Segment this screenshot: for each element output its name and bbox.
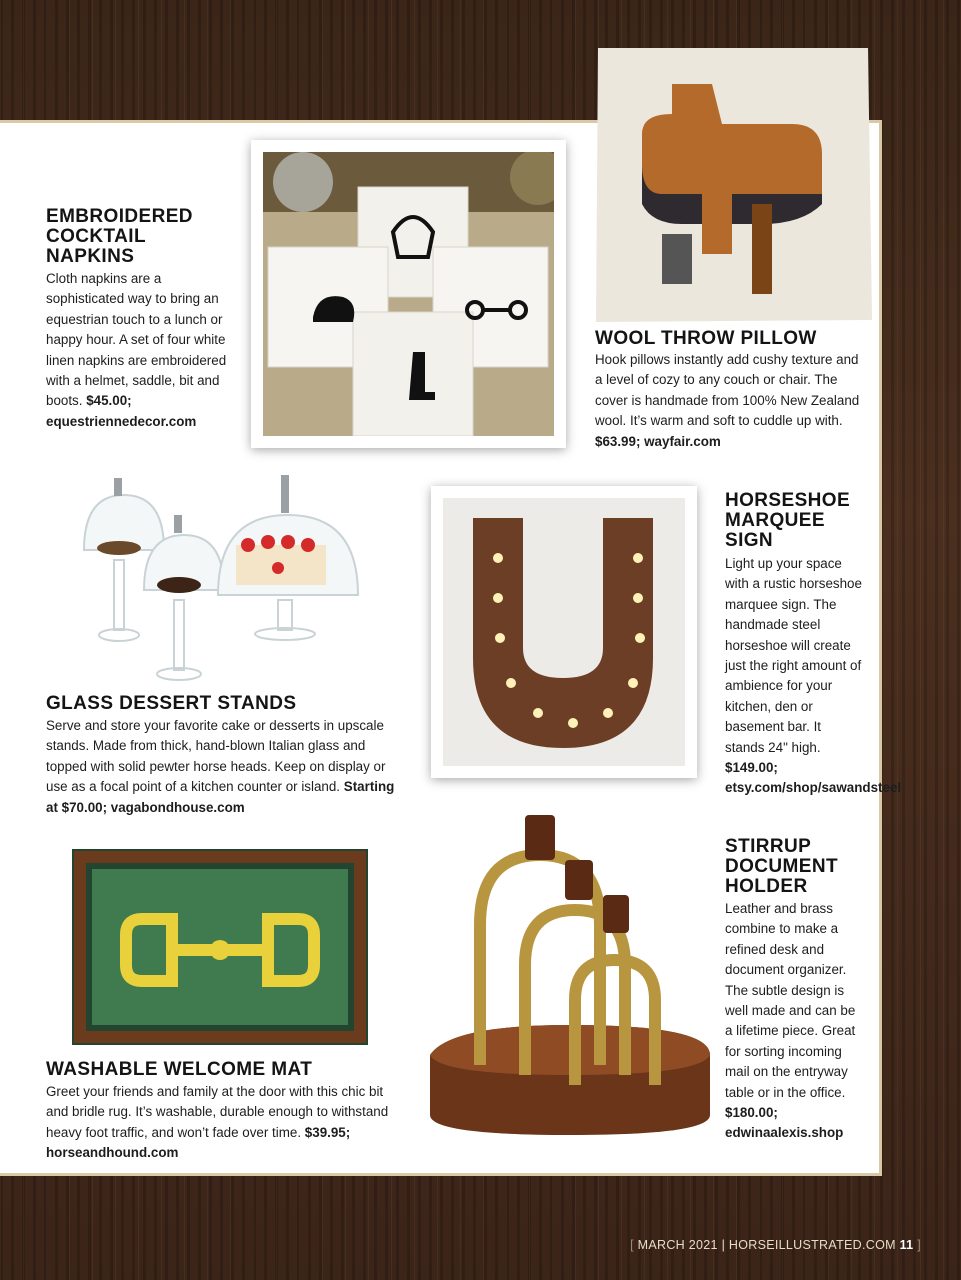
horseshoe-price-source: $149.00; etsy.com/shop/sawandsteel: [725, 760, 902, 796]
page-footer: [630, 1238, 921, 1252]
pillow-title: WOOL THROW PILLOW: [595, 328, 817, 349]
page-number: 11: [899, 1238, 914, 1252]
pillow-price-source: $63.99; wayfair.com: [595, 433, 721, 449]
footer-separator: |: [721, 1238, 726, 1252]
mat-price: $39.95;: [304, 1124, 351, 1140]
napkins-text: Cloth napkins are a sophisticated way to bring an equestrian touch to a lunch or happy hour. A set of four white linen napkins are embroidered with a helmet, saddle, bit and boots.: [46, 271, 227, 409]
stirrup-title: STIRRUP DOCUMENT HOLDER: [725, 836, 838, 897]
footer-date: MARCH 2021: [637, 1238, 718, 1252]
mat-description: [46, 1082, 402, 1164]
napkins-title: EMBROIDERED COCKTAIL NAPKINS: [46, 206, 193, 267]
pillow-image: [592, 44, 874, 326]
napkins-photo: [251, 140, 566, 448]
horseshoe-image: [443, 498, 685, 766]
dessert-description: [46, 716, 400, 818]
napkins-source: equestriennedecor.com: [46, 413, 197, 429]
stirrup-holder-image: [425, 805, 721, 1155]
pillow-description: [595, 350, 863, 452]
dessert-text: Serve and store your favorite cake or desserts in upscale stands. Made from thick, hand-blown Italian glass and topped with solid pewter horse heads. Keep on display or use as a focal point of a kitchen counter or island.: [46, 718, 386, 795]
napkins-description: [46, 269, 240, 432]
horseshoe-title: HORSESHOE MARQUEE SIGN: [725, 490, 851, 551]
horseshoe-description: [725, 554, 902, 799]
footer-bracket-close: ]: [917, 1238, 921, 1252]
stirrup-text: Leather and brass combine to make a refined desk and document organizer. The subtle design is well made and can be a lifetime piece. Great for sorting incoming mail on the entryway table or in the office.: [725, 901, 856, 1100]
dessert-title: GLASS DESSERT STANDS: [46, 693, 297, 714]
dessert-price-source: Starting at $70.00; vagabondhouse.com: [46, 779, 395, 815]
dessert-stands-image: [78, 470, 360, 682]
mat-source: horseandhound.com: [46, 1145, 179, 1161]
stirrup-description: [725, 899, 861, 1144]
horseshoe-photo: [431, 486, 697, 778]
stirrup-source: edwinaalexis.shop: [725, 1125, 844, 1141]
napkins-image: [263, 152, 554, 436]
horseshoe-text: Light up your space with a rustic horseshoe marquee sign. The handmade steel horseshoe will create just the right amount of ambience for your kitchen, den or basement bar. It stands 24" high.: [725, 556, 862, 755]
stirrup-price: $180.00;: [725, 1105, 778, 1121]
footer-bracket-open: [: [630, 1238, 634, 1252]
mat-text: Greet your friends and family at the door with this chic bit and bridle rug. It’s washable, durable enough to withstand heavy foot traffic, and won’t fade over time.: [46, 1084, 389, 1140]
napkins-price: $45.00;: [86, 393, 132, 409]
footer-site: HORSEILLUSTRATED.COM: [728, 1238, 896, 1252]
mat-title: WASHABLE WELCOME MAT: [46, 1059, 313, 1080]
pillow-text: Hook pillows instantly add cushy texture and a level of cozy to any couch or chair. The cover is handmade from 100% New Zealand wool. It’s warm and soft to cuddle up with.: [595, 352, 860, 429]
welcome-mat-image: [72, 849, 368, 1045]
